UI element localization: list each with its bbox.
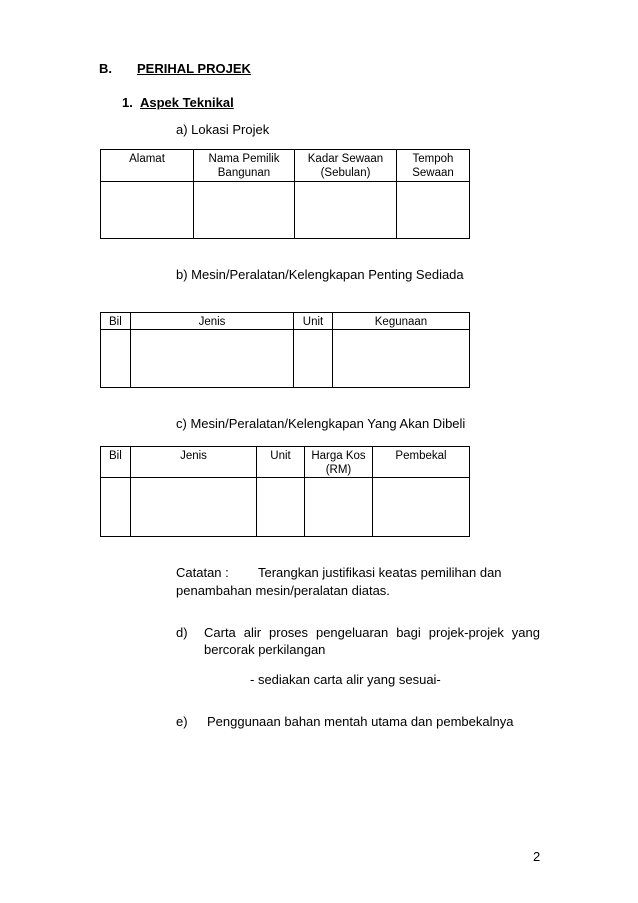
part-e-text: Penggunaan bahan mentah utama dan pembekalnya [207,714,514,729]
note-prefix: Catatan : [176,565,229,580]
purchase-equipment-table [100,446,470,537]
table-cell[interactable] [305,478,373,537]
part-d-instruction: - sediakan carta alir yang sesuai- [250,672,441,687]
table-cell[interactable] [397,182,470,239]
part-d-line-1: Carta alir proses pengeluaran bagi projek-projek yang [204,625,540,640]
col-header-jenis: Jenis [131,447,257,478]
part-d-line-2: bercorak perkilangan [204,642,326,657]
subsection-title: Aspek Teknikal [140,95,234,110]
col-header-kegunaan: Kegunaan [333,313,470,330]
table-cell[interactable] [333,330,470,388]
subsection-number: 1. [122,95,133,110]
table-cell[interactable] [373,478,470,537]
part-b-label: b) Mesin/Peralatan/Kelengkapan Penting Sediada [176,267,464,282]
col-header-pembekal: Pembekal [373,447,470,478]
part-c-label: c) Mesin/Peralatan/Kelengkapan Yang Akan Dibeli [176,416,466,431]
note-line-2: penambahan mesin/peralatan diatas. [176,583,390,598]
col-header-kadar-sewaan: Kadar Sewaan (Sebulan) [295,150,397,182]
page-number: 2 [533,849,541,864]
col-header-unit: Unit [257,447,305,478]
part-e-letter: e) [176,714,188,729]
location-table [100,149,470,239]
table-cell[interactable] [101,330,131,388]
section-letter: B. [99,61,112,76]
table-cell[interactable] [101,182,194,239]
part-a-label: a) Lokasi Projek [176,122,270,137]
col-header-bil: Bil [101,313,131,330]
col-header-tempoh-sewaan: Tempoh Sewaan [397,150,470,182]
table-cell[interactable] [257,478,305,537]
table-cell[interactable] [194,182,295,239]
table-cell[interactable] [131,478,257,537]
table-cell[interactable] [294,330,333,388]
table-cell[interactable] [295,182,397,239]
existing-equipment-table [100,312,470,388]
col-header-unit: Unit [294,313,333,330]
col-header-jenis: Jenis [131,313,294,330]
col-header-nama-pemilik: Nama Pemilik Bangunan [194,150,295,182]
table-cell[interactable] [131,330,294,388]
section-title: PERIHAL PROJEK [137,61,251,76]
part-d-letter: d) [176,625,188,640]
col-header-alamat: Alamat [101,150,194,182]
col-header-bil: Bil [101,447,131,478]
col-header-harga-kos: Harga Kos (RM) [305,447,373,478]
note-line-1: Terangkan justifikasi keatas pemilihan dan [258,565,502,580]
table-cell[interactable] [101,478,131,537]
